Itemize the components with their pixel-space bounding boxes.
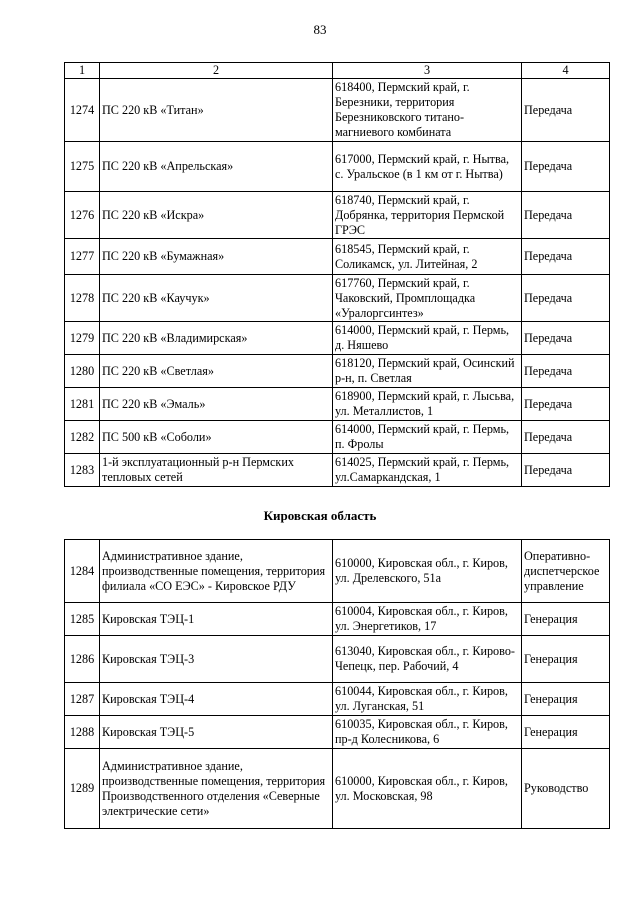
table-row xyxy=(65,192,610,239)
row-number: 1275 xyxy=(65,142,100,192)
row-number: 1274 xyxy=(65,79,100,142)
row-number: 1289 xyxy=(65,749,100,829)
object-address: 617760, Пермский край, г. Чаковский, Промплощадка «Уралоргсинтез» xyxy=(333,275,522,322)
column-header: 4 xyxy=(522,63,610,79)
row-number: 1277 xyxy=(65,239,100,275)
object-address: 618545, Пермский край, г. Соликамск, ул. Литейная, 2 xyxy=(333,239,522,275)
table-row xyxy=(65,683,610,716)
table-header-row xyxy=(65,63,610,79)
row-number: 1284 xyxy=(65,540,100,603)
row-number: 1285 xyxy=(65,603,100,636)
section-title: Кировская область xyxy=(263,508,377,523)
row-number: 1281 xyxy=(65,388,100,421)
activity-type: Передача xyxy=(522,454,610,487)
kirov-objects-table xyxy=(64,539,610,829)
table-row xyxy=(65,421,610,454)
row-number: 1279 xyxy=(65,322,100,355)
table-row xyxy=(65,540,610,603)
object-name: ПС 220 кВ «Владимирская» xyxy=(100,322,333,355)
object-address: 618400, Пермский край, г. Березники, территория Березниковского титано-магниевого комбината xyxy=(333,79,522,142)
object-address: 618900, Пермский край, г. Лысьва, ул. Металлистов, 1 xyxy=(333,388,522,421)
object-address: 614000, Пермский край, г. Пермь, п. Фролы xyxy=(333,421,522,454)
object-name: Административное здание, производственные помещения, территория Производственного отделения «Северные электрические сети» xyxy=(100,749,333,829)
activity-type: Генерация xyxy=(522,603,610,636)
table-row xyxy=(65,603,610,636)
object-name: ПС 220 кВ «Светлая» xyxy=(100,355,333,388)
activity-type: Передача xyxy=(522,355,610,388)
row-number: 1286 xyxy=(65,636,100,683)
object-address: 610004, Кировская обл., г. Киров, ул. Энергетиков, 17 xyxy=(333,603,522,636)
column-header: 3 xyxy=(333,63,522,79)
perm-objects-table xyxy=(64,62,610,487)
table-row xyxy=(65,355,610,388)
activity-type: Оперативно-диспетчерское управление xyxy=(522,540,610,603)
row-number: 1283 xyxy=(65,454,100,487)
activity-type: Генерация xyxy=(522,716,610,749)
row-number: 1287 xyxy=(65,683,100,716)
object-name: Кировская ТЭЦ-5 xyxy=(100,716,333,749)
column-header: 1 xyxy=(65,63,100,79)
table-row xyxy=(65,79,610,142)
activity-type: Генерация xyxy=(522,636,610,683)
table-row xyxy=(65,388,610,421)
activity-type: Передача xyxy=(522,192,610,239)
object-address: 610000, Кировская обл., г. Киров, ул. Дрелевского, 51а xyxy=(333,540,522,603)
object-address: 618740, Пермский край, г. Добрянка, территория Пермской ГРЭС xyxy=(333,192,522,239)
object-address: 614000, Пермский край, г. Пермь, д. Няшево xyxy=(333,322,522,355)
activity-type: Передача xyxy=(522,388,610,421)
object-address: 618120, Пермский край, Осинский р-н, п. Светлая xyxy=(333,355,522,388)
row-number: 1280 xyxy=(65,355,100,388)
table-row xyxy=(65,749,610,829)
object-address: 613040, Кировская обл., г. Кирово-Чепецк, пер. Рабочий, 4 xyxy=(333,636,522,683)
row-number: 1288 xyxy=(65,716,100,749)
object-name: Административное здание, производственные помещения, территория филиала «СО ЕЭС» - Кировское РДУ xyxy=(100,540,333,603)
activity-type: Передача xyxy=(522,79,610,142)
table-row xyxy=(65,716,610,749)
activity-type: Передача xyxy=(522,322,610,355)
object-name: ПС 220 кВ «Бумажная» xyxy=(100,239,333,275)
object-name: Кировская ТЭЦ-3 xyxy=(100,636,333,683)
object-name: ПС 220 кВ «Каучук» xyxy=(100,275,333,322)
object-name: ПС 220 кВ «Эмаль» xyxy=(100,388,333,421)
object-name: ПС 220 кВ «Апрельская» xyxy=(100,142,333,192)
page-number: 83 xyxy=(313,22,327,37)
row-number: 1278 xyxy=(65,275,100,322)
activity-type: Передача xyxy=(522,421,610,454)
table-row xyxy=(65,454,610,487)
object-name: Кировская ТЭЦ-4 xyxy=(100,683,333,716)
table-row xyxy=(65,322,610,355)
activity-type: Руководство xyxy=(522,749,610,829)
object-name: 1-й эксплуатационный р-н Пермских тепловых сетей xyxy=(100,454,333,487)
column-header: 2 xyxy=(100,63,333,79)
row-number: 1276 xyxy=(65,192,100,239)
table-row xyxy=(65,636,610,683)
table-row xyxy=(65,275,610,322)
object-address: 610044, Кировская обл., г. Киров, ул. Луганская, 51 xyxy=(333,683,522,716)
table-row xyxy=(65,239,610,275)
object-name: ПС 220 кВ «Титан» xyxy=(100,79,333,142)
object-address: 614025, Пермский край, г. Пермь, ул.Самаркандская, 1 xyxy=(333,454,522,487)
object-name: Кировская ТЭЦ-1 xyxy=(100,603,333,636)
object-name: ПС 220 кВ «Искра» xyxy=(100,192,333,239)
object-address: 617000, Пермский край, г. Нытва, с. Уральское (в 1 км от г. Нытва) xyxy=(333,142,522,192)
activity-type: Передача xyxy=(522,142,610,192)
activity-type: Передача xyxy=(522,239,610,275)
activity-type: Передача xyxy=(522,275,610,322)
activity-type: Генерация xyxy=(522,683,610,716)
table-row xyxy=(65,142,610,192)
object-address: 610035, Кировская обл., г. Киров, пр-д Колесникова, 6 xyxy=(333,716,522,749)
row-number: 1282 xyxy=(65,421,100,454)
object-name: ПС 500 кВ «Соболи» xyxy=(100,421,333,454)
object-address: 610000, Кировская обл., г. Киров, ул. Московская, 98 xyxy=(333,749,522,829)
